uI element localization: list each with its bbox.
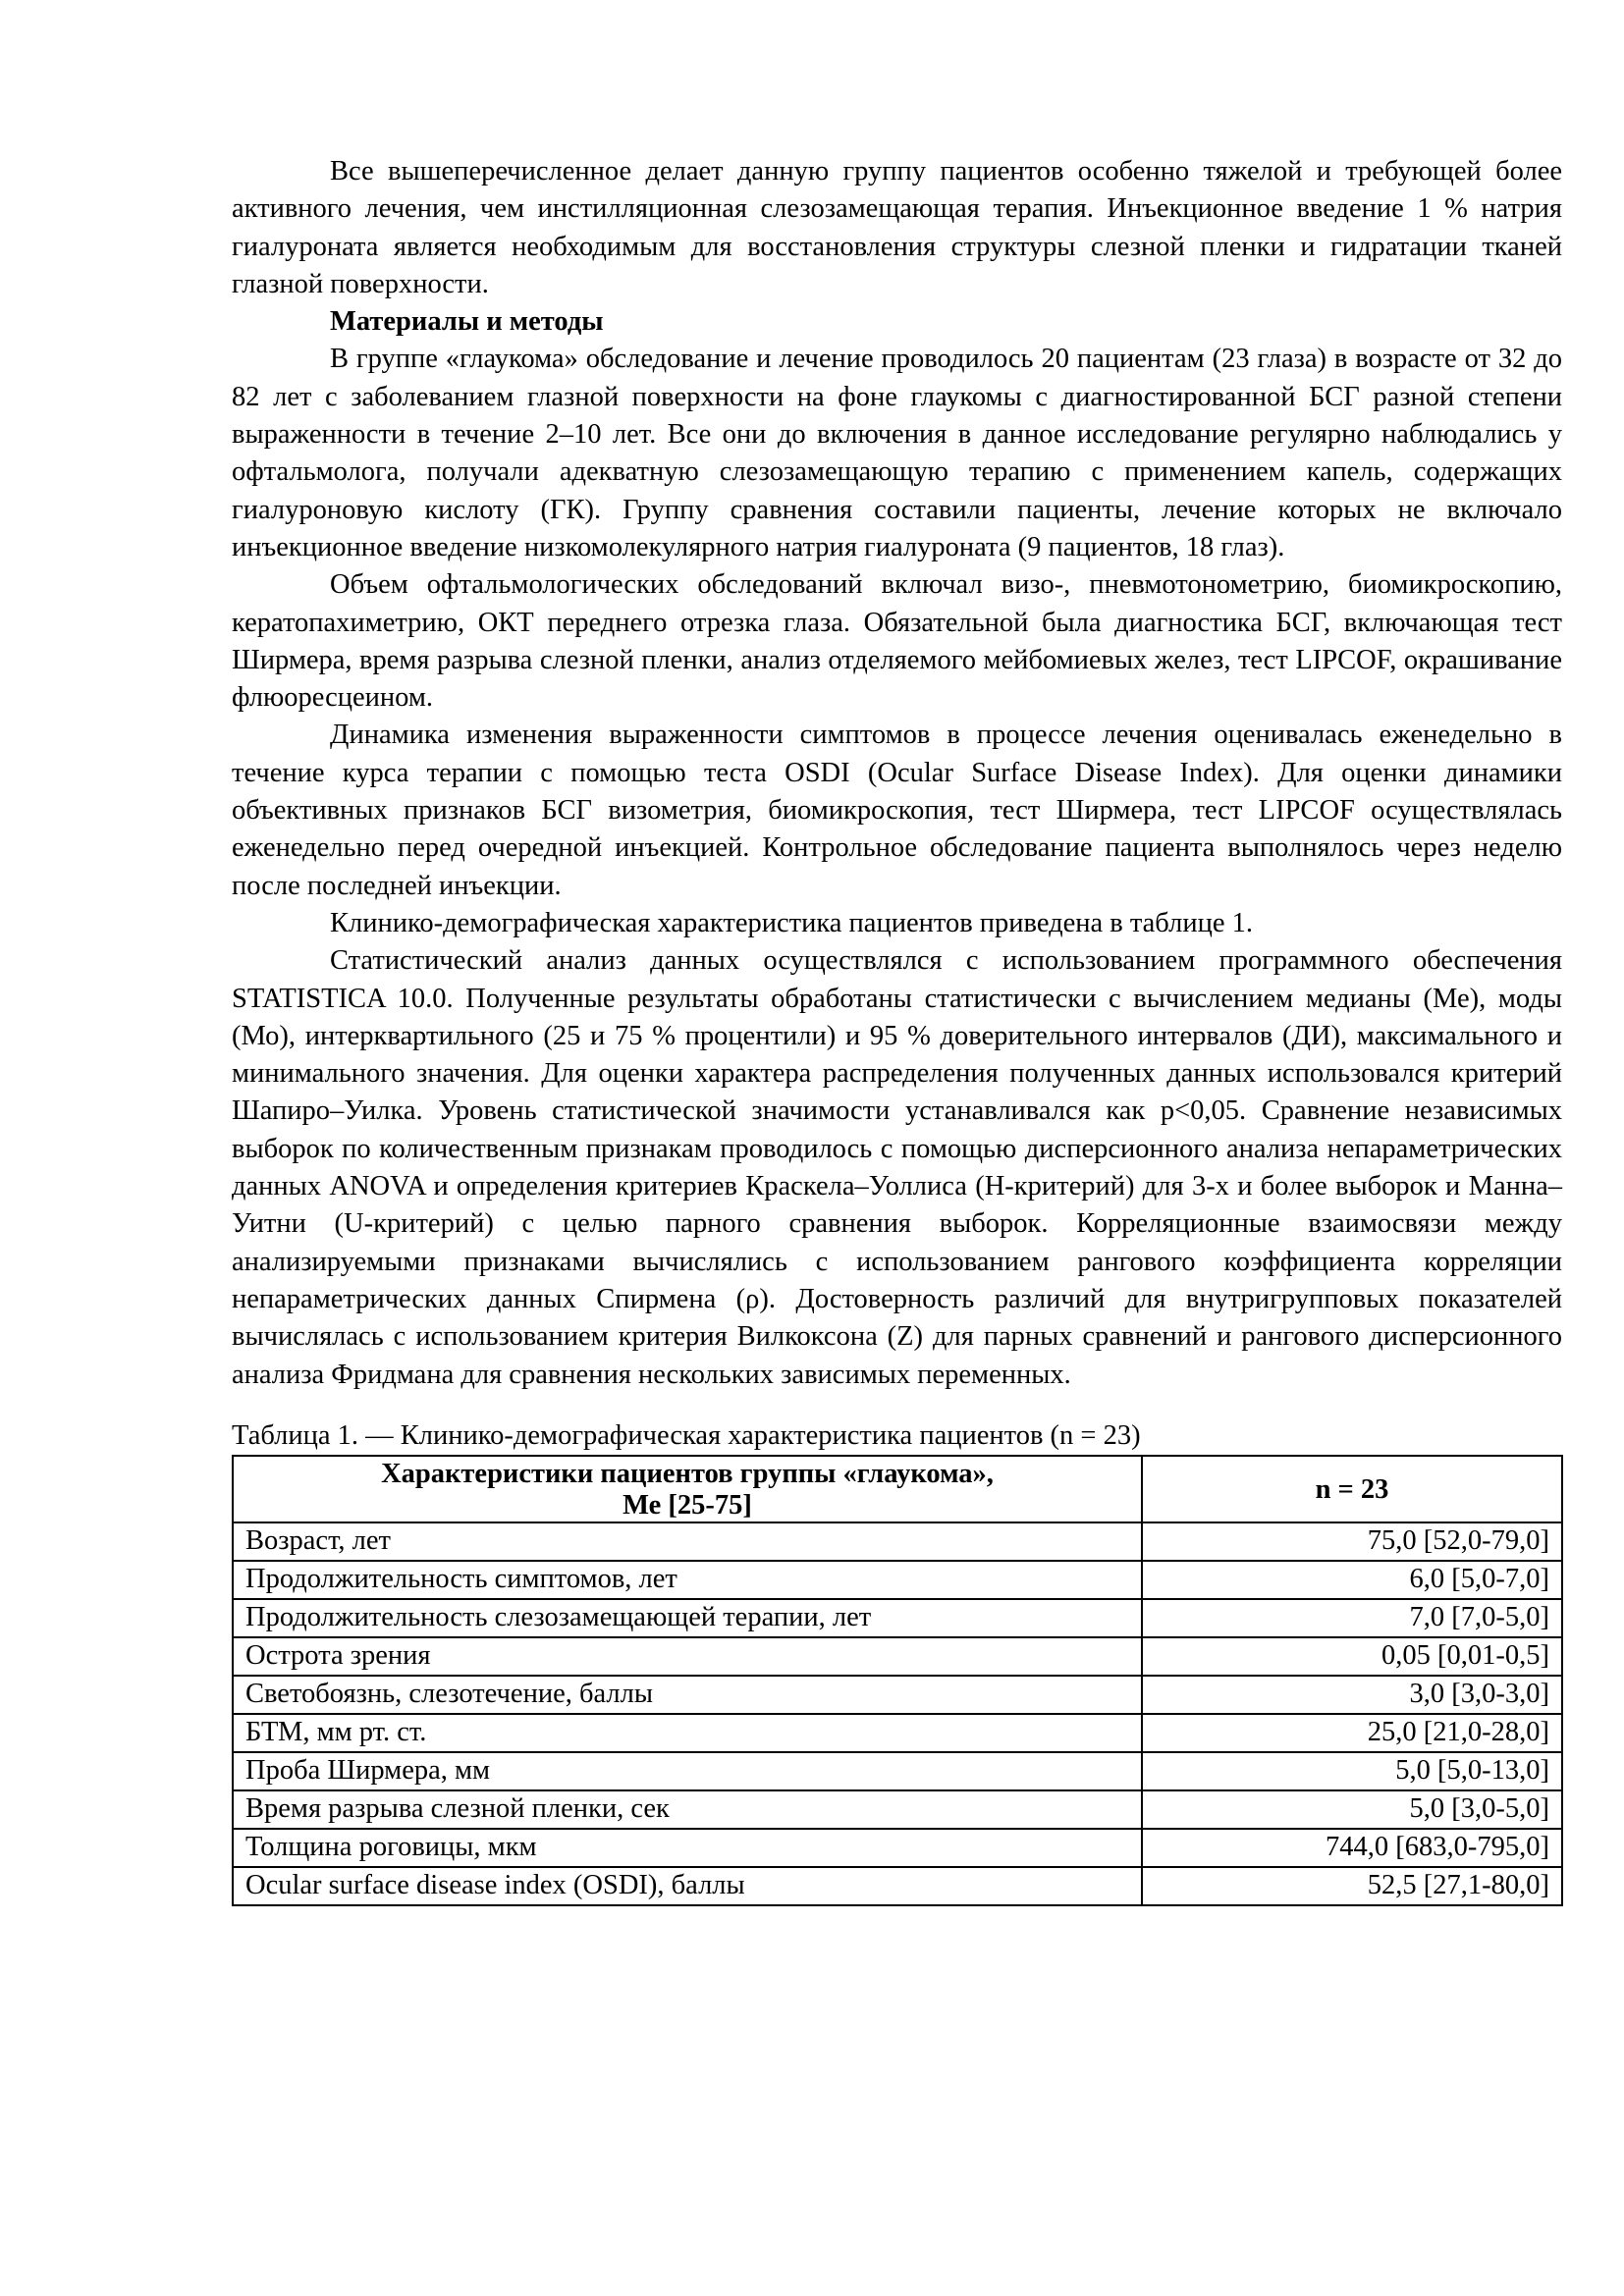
row-value: 52,5 [27,1-80,0] — [1142, 1867, 1562, 1905]
table-row — [233, 1599, 1562, 1637]
table-caption: Таблица 1. — Клинико-демографическая характеристика пациентов (n = 23) — [232, 1419, 1141, 1451]
row-value: 6,0 [5,0-7,0] — [1142, 1561, 1562, 1599]
table-row — [233, 1752, 1562, 1790]
table-row — [233, 1867, 1562, 1905]
header-line-1: Характеристики пациентов группы «глаукома», — [381, 1458, 994, 1489]
table-header-row — [233, 1456, 1562, 1522]
paragraph-patient-group: В группе «глаукома» обследование и лечение проводилось 20 пациентам (23 глаза) в возрасте от 32 до 82 лет с заболеванием глазной поверхности на фоне глаукомы с диагностированной БСГ разной степени выраженности в течение 2–10 лет. Все они до включения в данное исследование регулярно наблюдались у офтальмолога, получали адекватную слезозамещающую терапию с применением капель, содержащих гиалуроновую кислоту (ГК). Группу сравнения составили пациенты, лечение которых не включало инъекционное введение низкомолекулярного натрия гиалуроната (9 пациентов, 18 глаз). — [232, 344, 1562, 562]
row-label: БТМ, мм рт. ст. — [233, 1714, 1142, 1752]
row-value: 7,0 [7,0-5,0] — [1142, 1599, 1562, 1637]
row-label: Толщина роговицы, мкм — [233, 1829, 1142, 1867]
table-row — [233, 1790, 1562, 1829]
row-label: Светобоязнь, слезотечение, баллы — [233, 1676, 1142, 1714]
row-value: 744,0 [683,0-795,0] — [1142, 1829, 1562, 1867]
row-label: Продолжительность симптомов, лет — [233, 1561, 1142, 1599]
row-value: 75,0 [52,0-79,0] — [1142, 1522, 1562, 1561]
paragraph-statistics: Статистический анализ данных осуществлялся с использованием программного обеспечения STATISTICA 10.0. Полученные результаты обработаны статистически с вычислением медианы (Ме), моды (Мо), интерквартильного (25 и 75 % процентили) и 95 % доверительного интервалов (ДИ), максимального и минимального значения. Для оценки характера распределения полученных данных использовался критерий Шапиро–Уилка. Уровень статистической значимости устанавливался как p<0,05. Сравнение независимых выборок по количественным признакам проводилось с помощью дисперсионного анализа непараметрических данных ANOVA и определения критериев Краскела–Уоллиса (H-критерий) для 3-х и более выборок и Манна–Уитни (U-критерий) с целью парного сравнения выборок. Корреляционные взаимосвязи между анализируемыми признаками вычислялись с использованием рангового коэффициента корреляции непараметрических данных Спирмена (ρ). Достоверность различий для внутригрупповых показателей вычислялась с использованием критерия Вилкоксона (Z) для парных сравнений и рангового дисперсионного анализа Фридмана для сравнения нескольких зависимых переменных. — [232, 945, 1562, 1390]
table-row — [233, 1561, 1562, 1599]
row-label: Продолжительность слезозамещающей терапии, лет — [233, 1599, 1142, 1637]
row-value: 5,0 [5,0-13,0] — [1142, 1752, 1562, 1790]
table-row — [233, 1522, 1562, 1561]
row-value: 3,0 [3,0-3,0] — [1142, 1676, 1562, 1714]
row-label: Проба Ширмера, мм — [233, 1752, 1142, 1790]
paragraph-dynamics: Динамика изменения выраженности симптомов в процессе лечения оценивалась еженедельно в течение курса терапии с помощью теста OSDI (Ocular Surface Disease Index). Для оценки динамики объективных признаков БСГ визометрия, биомикроскопия, тест Ширмера, тест LIPCOF осуществлялась еженедельно перед очередной инъекцией. Контрольное обследование пациента выполнялось через неделю после последней инъекции. — [232, 720, 1562, 901]
row-label: Возраст, лет — [233, 1522, 1142, 1561]
row-value: 25,0 [21,0-28,0] — [1142, 1714, 1562, 1752]
table-row — [233, 1829, 1562, 1867]
table-row — [233, 1637, 1562, 1676]
row-value: 5,0 [3,0-5,0] — [1142, 1790, 1562, 1829]
section-heading-methods: Материалы и методы — [330, 306, 604, 338]
patient-characteristics-table — [232, 1455, 1563, 1906]
table-header-n: n = 23 — [1142, 1456, 1562, 1522]
paragraph-examinations: Объем офтальмологических обследований включал визо-, пневмотонометрию, биомикроскопию, кератопахиметрию, ОКТ переднего отрезка глаза. Обязательной была диагностика БСГ, включающая тест Ширмера, время разрыва слезной пленки, анализ отделяемого мейбомиевых желез, тест LIPCOF, окрашивание флюоресцеином. — [232, 569, 1562, 714]
paragraph-table-reference: Клинико-демографическая характеристика пациентов приведена в таблице 1. — [330, 907, 1253, 938]
table-header-characteristics — [233, 1456, 1142, 1522]
page-content — [232, 153, 1562, 1906]
row-label: Ocular surface disease index (OSDI), баллы — [233, 1867, 1142, 1905]
header-line-2: Ме [25-75] — [623, 1489, 752, 1521]
paragraph-intro: Все вышеперечисленное делает данную группу пациентов особенно тяжелой и требующей более активного лечения, чем инстилляционная слезозамещающая терапия. Инъекционное введение 1 % натрия гиалуроната является необходимым для восстановления структуры слезной пленки и гидратации тканей глазной поверхности. — [232, 156, 1562, 299]
row-label: Время разрыва слезной пленки, сек — [233, 1790, 1142, 1829]
row-label: Острота зрения — [233, 1637, 1142, 1676]
row-value: 0,05 [0,01-0,5] — [1142, 1637, 1562, 1676]
table-row — [233, 1714, 1562, 1752]
table-row — [233, 1676, 1562, 1714]
